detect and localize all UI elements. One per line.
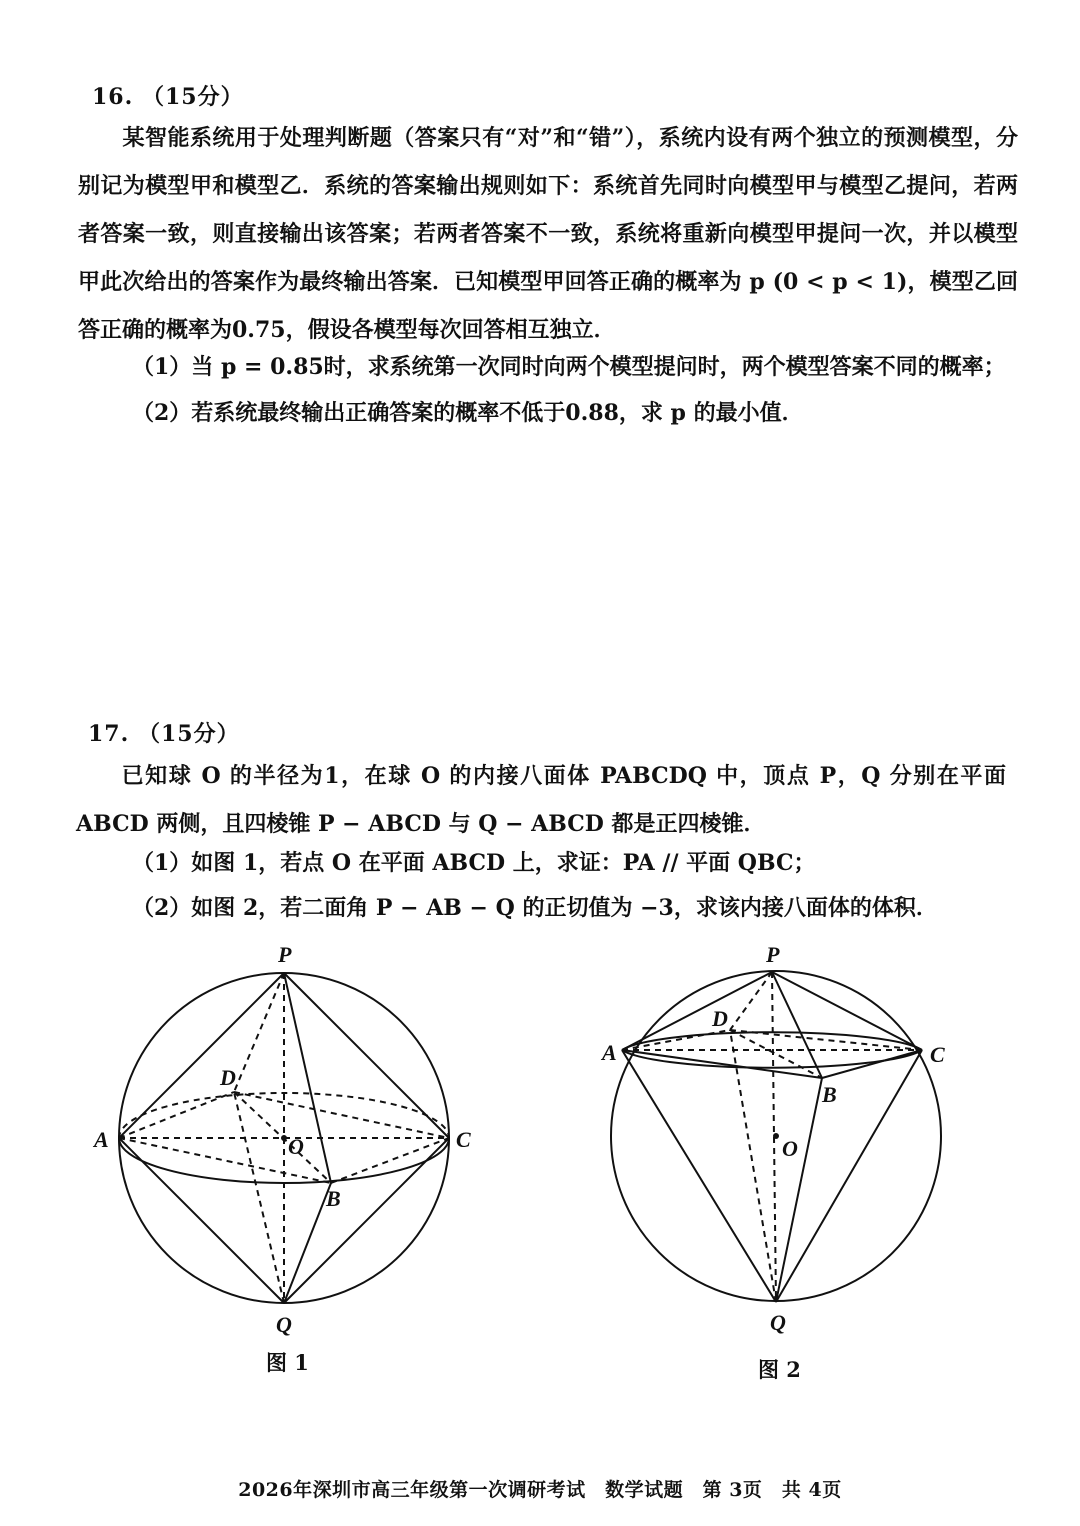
q17-part1: （1）如图 1，若点 O 在平面 ABCD 上，求证：PA // 平面 QBC；: [132, 850, 816, 876]
figure-1: [80, 930, 500, 1350]
figure-2-caption: 图 2: [758, 1357, 801, 1382]
fig1-edge-AD: [119, 1092, 234, 1138]
fig1-center-dot: [281, 1135, 287, 1141]
q17-score: （15分）: [137, 721, 240, 747]
q16-score: （15分）: [141, 84, 244, 110]
q17-part2: （2）如图 2，若二面角 P − AB − Q 的正切值为 −3，求该内接八面体的体积．: [132, 895, 938, 921]
q16-body: [78, 114, 1018, 354]
fig2-center-dot: [773, 1133, 779, 1139]
fig2-label-B: B: [822, 1082, 837, 1107]
fig1-edge-PD: [234, 973, 284, 1092]
fig2-edge-PB: [772, 972, 822, 1078]
fig2-edge-QA: [622, 1050, 776, 1302]
page-footer: 2026年深圳市高三年级第一次调研考试 数学试题 第 3页 共 4页: [238, 1479, 842, 1501]
figure-2: [600, 930, 980, 1350]
fig2-label-O: O: [782, 1136, 798, 1161]
fig2-edge-PC: [772, 972, 922, 1050]
fig2-edge-BC: [822, 1050, 922, 1078]
fig2-label-A: A: [602, 1040, 617, 1065]
fig1-label-A: A: [94, 1127, 109, 1152]
fig1-edge-QD: [234, 1092, 284, 1303]
q16-header: [92, 80, 244, 111]
fig1-edge-QA: [119, 1138, 284, 1303]
q17-body-text: 已知球 O 的半径为1，在球 O 的内接八面体 PABCDQ 中，顶点 P，Q 分别在平面 ABCD 两侧，且四棱锥 P − ABCD 与 Q − ABCD 都是正四棱锥．: [76, 763, 1006, 837]
fig1-label-D: D: [220, 1065, 236, 1090]
fig2-edge-AD: [622, 1030, 730, 1050]
fig2-edge-PA: [622, 972, 772, 1050]
fig2-label-Q: Q: [770, 1310, 786, 1335]
fig2-label-C: C: [930, 1042, 945, 1067]
q16-body-text: 某智能系统用于处理判断题（答案只有“对”和“错”），系统内设有两个独立的预测模型，分别记为模型甲和模型乙．系统的答案输出规则如下：系统首先同时向模型甲与模型乙提问，若两者答案一致，则直接输出该答案；若两者答案不一致，系统将重新向模型甲提问一次，并以模型甲此次给出的答案作为最终输出答案．已知模型甲回答正确的概率为 p (0 < p < 1)，模型乙回答正确的概率为0.75，假设各模型每次回答相互独立．: [78, 125, 1018, 343]
fig1-label-C: C: [456, 1127, 471, 1152]
q16-part1: （1）当 p = 0.85时，求系统第一次同时向两个模型提问时，两个模型答案不同的概率；: [132, 354, 1006, 380]
q16-number: 16.: [92, 84, 134, 110]
fig2-label-D: D: [712, 1006, 728, 1031]
fig1-label-B: B: [326, 1186, 341, 1211]
fig2-edge-QC: [776, 1050, 922, 1302]
fig1-edge-PA: [119, 973, 284, 1138]
fig1-edge-QB: [284, 1183, 331, 1303]
q17-body: [76, 752, 1006, 848]
q17-header: [88, 717, 240, 748]
fig1-label-P: P: [278, 942, 292, 967]
q17-number: 17.: [88, 721, 130, 747]
fig1-edge-BC: [331, 1138, 449, 1183]
fig1-label-Q: Q: [276, 1312, 292, 1337]
fig2-edge-AB: [622, 1050, 822, 1078]
q16-part2: （2）若系统最终输出正确答案的概率不低于0.88，求 p 的最小值．: [132, 400, 804, 426]
fig1-edge-DC: [234, 1092, 449, 1138]
figure-1-caption: 图 1: [266, 1350, 309, 1375]
fig2-edge-PD: [730, 972, 772, 1030]
fig2-label-P: P: [766, 942, 780, 967]
fig1-edge-PC: [284, 973, 449, 1138]
fig1-label-O: O: [288, 1134, 304, 1159]
fig2-edge-QB: [776, 1078, 822, 1302]
